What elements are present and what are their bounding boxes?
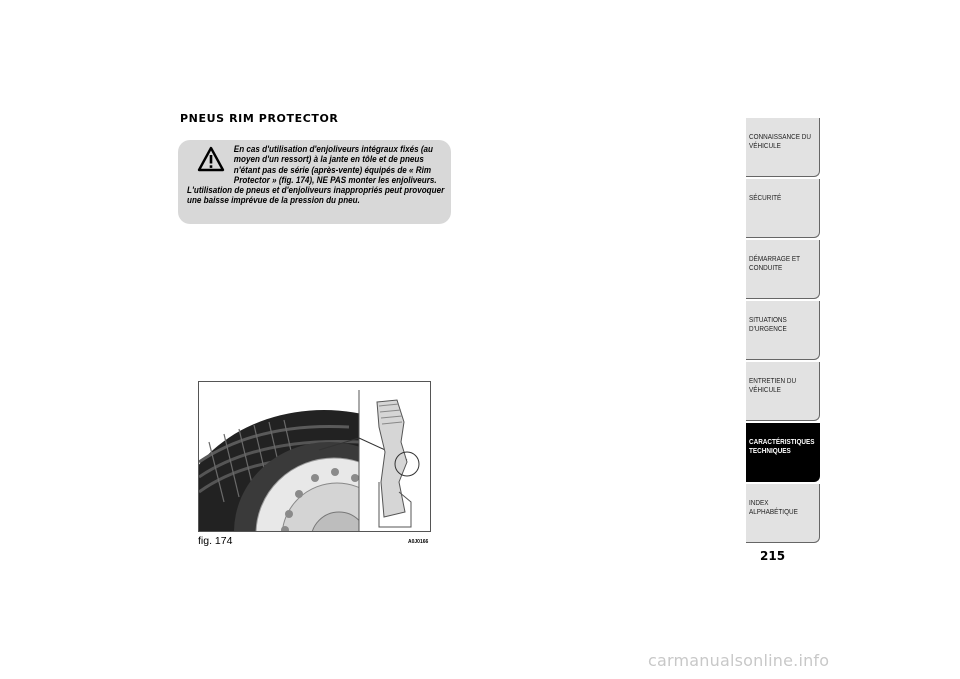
tab-demarrage-et-conduite[interactable] — [746, 240, 820, 299]
tab-label: INDEX ALPHABÉTIQUE — [749, 498, 798, 516]
figure-code: A0J0166 — [408, 539, 429, 545]
tab-situations-d-urgence[interactable] — [746, 301, 820, 360]
tab-caracteristiques-techniques[interactable] — [746, 423, 820, 482]
tire-figure — [198, 381, 431, 532]
figure-caption: fig. 174 — [198, 535, 233, 547]
tab-label: CARACTÉRISTIQUES TECHNIQUES — [749, 437, 815, 455]
tab-connaissance-du-vehicule[interactable] — [746, 118, 820, 177]
page-number: 215 — [760, 549, 786, 563]
tab-entretien-du-vehicule[interactable] — [746, 362, 820, 421]
chapter-tabs — [746, 118, 820, 545]
tab-securite[interactable] — [746, 179, 820, 238]
watermark: carmanualsonline.info — [648, 651, 830, 670]
warning-box — [178, 140, 451, 224]
tab-index-alphabetique[interactable] — [746, 484, 820, 543]
tab-label: SITUATIONS D'URGENCE — [749, 315, 787, 333]
warning-text: En cas d'utilisation d'enjoliveurs intégraux fixés (au moyen d'un ressort) à la jante en tôle et de pneus n'étant pas de série (après-vente) équipés de « Rim Protector » (fig. 174), NE PAS monter les enjoliveurs. L'utilisation de pneus et d'enjoliveurs inappropriés peut provoquer une baisse imprévue de la pression du pneu. — [187, 144, 445, 206]
tab-label: ENTRETIEN DU VÉHICULE — [749, 376, 797, 394]
tab-label: DÉMARRAGE ET CONDUITE — [749, 254, 801, 272]
tab-label: SÉCURITÉ — [749, 193, 782, 202]
section-title: PNEUS RIM PROTECTOR — [180, 112, 339, 125]
tab-label: CONNAISSANCE DU VÉHICULE — [749, 132, 811, 150]
